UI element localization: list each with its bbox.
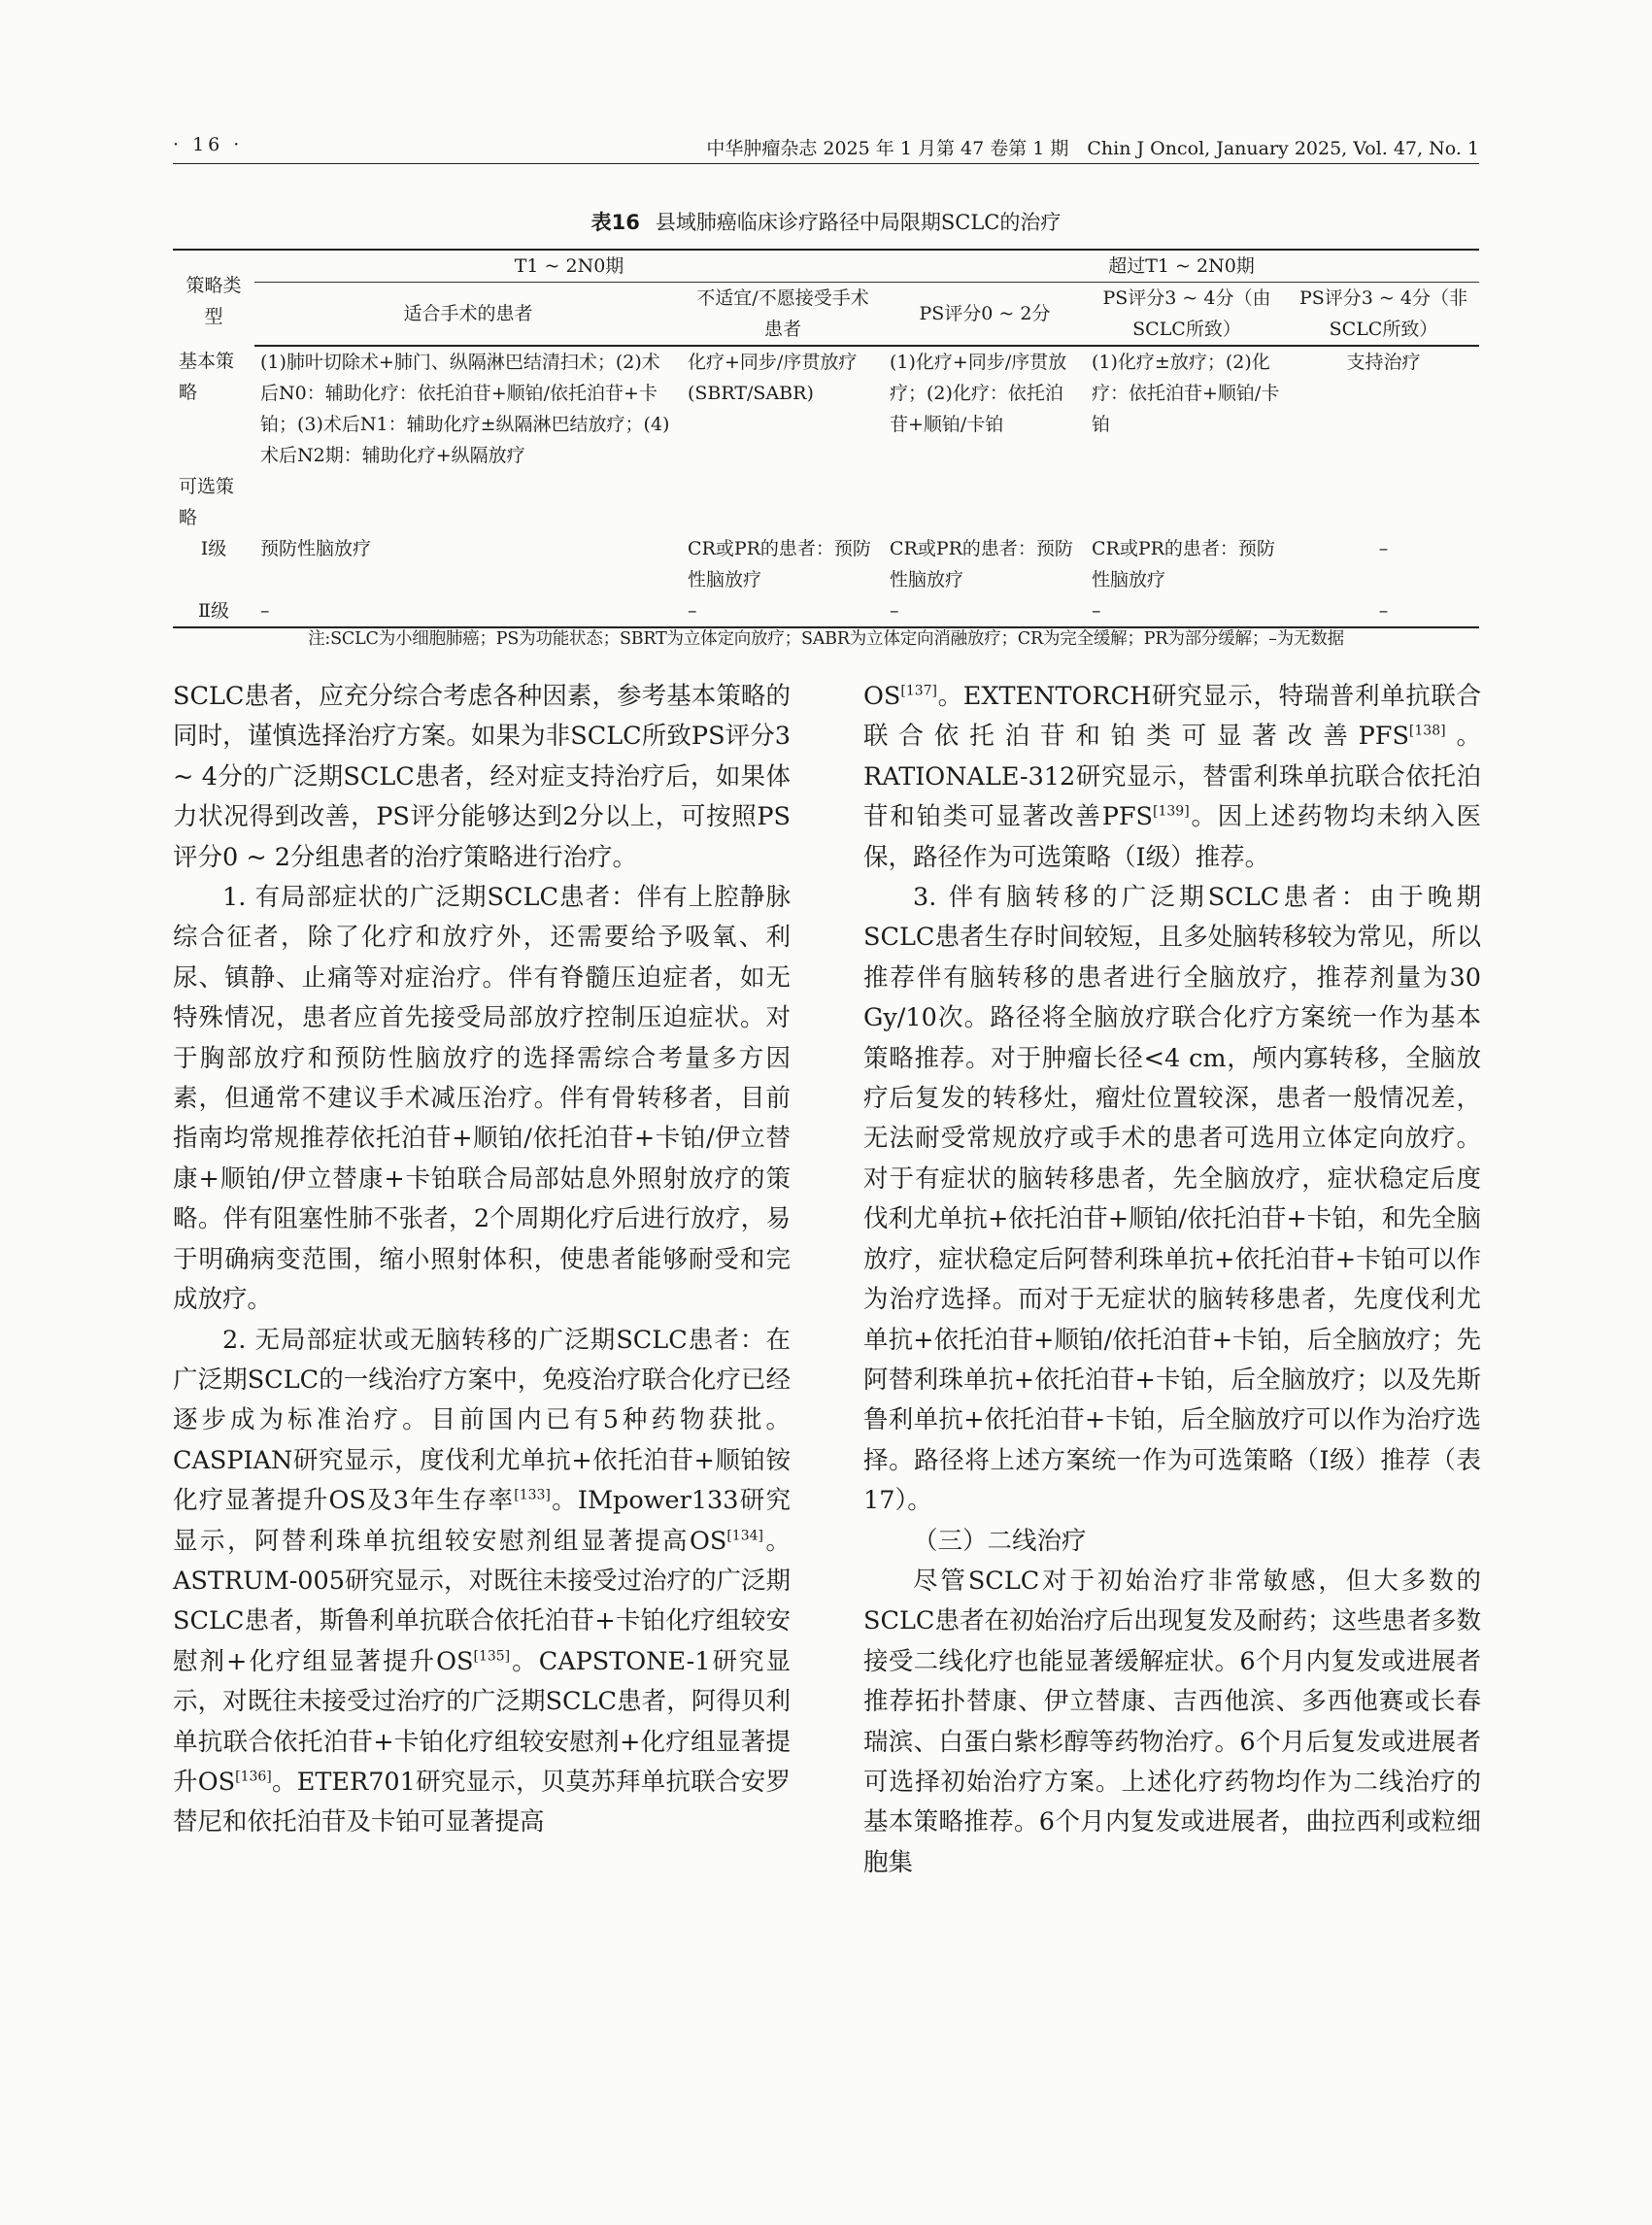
table-note: 注:SCLC为小细胞肺癌；PS为功能状态；SBRT为立体定向放疗；SABR为立体定向消融放疗；CR为完全缓解；PR为部分缓解；–为无数据 (308, 629, 1344, 649)
table-cell: CR或PR的患者：预防性脑放疗 (1092, 538, 1275, 590)
text: 。因上述药物均未纳入医保，路径作为可选策略（Ⅰ级）推荐。 (863, 802, 1481, 872)
citation: [136] (235, 1769, 272, 1785)
table-subheader-row (173, 283, 1479, 347)
citation: [133] (514, 1487, 551, 1503)
text: 。IMpower133研究显示，阿替利珠单抗组较安慰剂组显著提高OS (173, 1486, 791, 1556)
text: 。EXTENTORCH研究显示，特瑞普利单抗联合联合依托泊苷和铂类可显著改善PFS (863, 682, 1481, 752)
row-label: 基本策略 (179, 351, 235, 403)
text: 。RATIONALE-312研究显示，替雷利珠单抗联合依托泊苷和铂类可显著改善PFS (863, 722, 1481, 832)
paragraph: 3. 伴有脑转移的广泛期SCLC患者：由于晚期SCLC患者生存时间较短，且多处脑转移较为常见，所以推荐伴有脑转移的患者进行全脑放疗，推荐剂量为30 Gy/10次。路径将全脑放疗联合化疗方案统一作为基本策略推荐。对于肿瘤长径<4 cm，颅内寡转移，全脑放疗后复发的转移灶，瘤灶位置较深，患者一般情况差，无法耐受常规放疗或手术的患者可选用立体定向放疗。对于有症状的脑转移患者，先全脑放疗，症状稳定后度伐利尤单抗+依托泊苷+顺铂/依托泊苷+卡铂，和先全脑放疗，症状稳定后阿替利珠单抗+依托泊苷+卡铂可以作为治疗选择。而对于无症状的脑转移患者，先度伐利尤单抗+依托泊苷+顺铂/依托泊苷+卡铂，后全脑放疗；先阿替利珠单抗+依托泊苷+卡铂，后全脑放疗；以及先斯鲁利单抗+依托泊苷+卡铂，后全脑放疗可以作为治疗选择。路径将上述方案统一作为可选策略（Ⅰ级）推荐（表17）。 (863, 883, 1481, 1516)
text: 。ASTRUM-005研究显示，对既往未接受过治疗的广泛期SCLC患者，斯鲁利单抗联合依托泊苷+卡铂化疗组较安慰剂+化疗组显著提升OS (173, 1526, 791, 1676)
paragraph: 1. 有局部症状的广泛期SCLC患者：伴有上腔静脉综合征者，除了化疗和放疗外，还需要给予吸氧、利尿、镇静、止痛等对症治疗。伴有脊髓压迫症者，如无特殊情况，患者应首先接受局部放疗控制压迫症状。对于胸部放疗和预防性脑放疗的选择需综合考量多方因素，但通常不建议手术减压治疗。伴有骨转移者，目前指南均常规推荐依托泊苷+顺铂/依托泊苷+卡铂/伊立替康+顺铂/伊立替康+卡铂联合局部姑息外照射放疗的策略。伴有阻塞性肺不张者，2个周期化疗后进行放疗，易于明确病变范围，缩小照射体积，使患者能够耐受和完成放疗。 (173, 883, 791, 1315)
text: OS (863, 682, 901, 711)
text: 。ETER701研究显示，贝莫苏拜单抗联合安罗替尼和依托泊苷及卡铂可显著提高 (173, 1767, 791, 1837)
table-cell: 化疗+同步/序贯放疗(SBRT/SABR) (688, 352, 858, 404)
header-group-beyond: 超过T1 ~ 2N0期 (884, 250, 1479, 283)
citation: [134] (726, 1528, 763, 1544)
paragraph: SCLC患者，应充分综合考虑各种因素，参考基本策略的同时，谨慎选择治疗方案。如果为非SCLC所致PS评分3 ~ 4分的广泛期SCLC患者，经对症支持治疗后，如果体力状况得到改善，PS评分能够达到2分以上，可按照PS评分0 ~ 2分组患者的治疗策略进行治疗。 (173, 682, 791, 872)
table-cell: – (884, 595, 1086, 627)
header-col-surgery: 适合手术的患者 (254, 283, 682, 347)
table-cell: – (1086, 595, 1288, 627)
citation: [139] (1153, 803, 1190, 820)
paragraph (863, 677, 1481, 878)
paragraph (173, 1321, 791, 1843)
table-cell: – (1288, 595, 1479, 627)
table-header-row (173, 250, 1479, 283)
table-cell: – (1378, 538, 1389, 559)
table-label: 表16 (590, 211, 640, 234)
header-strategy-type: 策略类型 (173, 250, 254, 346)
table-cell: (1)肺叶切除术+肺门、纵隔淋巴结清扫术；(2)术后N0：辅助化疗：依托泊苷+顺铂/依托泊苷+卡铂；(3)术后N1：辅助化疗±纵隔淋巴结放疗；(4)术后N2期：辅助化疗+纵隔放疗 (260, 352, 670, 466)
table-cell: – (254, 595, 682, 627)
text: 2. 无局部症状或无脑转移的广泛期SCLC患者：在广泛期SCLC的一线治疗方案中，免疫治疗联合化疗已经逐步成为标准治疗。目前国内已有5种药物获批。CASPIAN研究显示，度伐利尤单抗+依托泊苷+顺铂铵化疗显著提升OS及3年生存率 (173, 1325, 791, 1516)
text: 。CAPSTONE-1研究显示，对既往未接受过治疗的广泛期SCLC患者，阿得贝利单抗联合依托泊苷+卡铂化疗组较安慰剂+化疗组显著提升OS (173, 1646, 791, 1797)
table-cell: 支持治疗 (1346, 352, 1421, 373)
table-cell: (1)化疗+同步/序贯放疗；(2)化疗：依托泊苷+顺铂/卡铂 (890, 352, 1067, 435)
citation: [137] (900, 683, 938, 699)
table-cell: (1)化疗±放疗；(2)化疗：依托泊苷+顺铂/卡铂 (1092, 352, 1280, 435)
header-col-ps34-sclc: PS评分3 ~ 4分（由SCLC所致） (1086, 283, 1288, 347)
citation: [135] (473, 1648, 511, 1665)
table-title (173, 207, 1479, 236)
running-head (173, 130, 1479, 164)
table-cell: CR或PR的患者：预防性脑放疗 (890, 538, 1073, 590)
row-label: Ⅰ级 (200, 538, 227, 559)
header-group-limited: T1 ~ 2N0期 (254, 250, 884, 283)
header-col-nonsurgery: 不适宜/不愿接受手术患者 (682, 283, 884, 347)
treatment-table (173, 249, 1479, 628)
left-column (173, 677, 791, 1843)
header-col-ps02: PS评分0 ~ 2分 (884, 283, 1086, 347)
table-row (173, 346, 1479, 471)
section-heading: （三）二线治疗 (913, 1526, 1087, 1556)
page-number: · 16 · (173, 134, 244, 155)
paragraph: 尽管SCLC对于初始治疗非常敏感，但大多数的SCLC患者在初始治疗后出现复发及耐药；这些患者多数接受二线化疗也能显著缓解症状。6个月内复发或进展者推荐拓扑替康、伊立替康、吉西他滨、多西他赛或长春瑞滨、白蛋白紫杉醇等药物治疗。6个月后复发或进展者可选择初始治疗方案。上述化疗药物均作为二线治疗的基本策略推荐。6个月内复发或进展者，曲拉西利或粒细胞集 (863, 1566, 1481, 1877)
row-label: 可选策略 (179, 476, 235, 528)
table-caption: 县域肺癌临床诊疗路径中局限期SCLC的治疗 (655, 211, 1062, 234)
header-col-ps34-nonsclc: PS评分3 ~ 4分（非SCLC所致） (1288, 283, 1479, 347)
citation: [138] (1408, 723, 1446, 739)
journal-citation: 中华肿瘤杂志 2025 年 1 月第 47 卷第 1 期 Chin J Oncol, January 2025, Vol. 47, No. 1 (706, 138, 1479, 159)
table-cell: 预防性脑放疗 (260, 538, 372, 559)
table-row (173, 533, 1479, 595)
right-column (863, 677, 1481, 1883)
table-cell: – (682, 595, 884, 627)
row-label: Ⅱ级 (173, 595, 254, 627)
table-cell: CR或PR的患者：预防性脑放疗 (688, 538, 871, 590)
table-row (173, 471, 1479, 533)
table-row (173, 595, 1479, 627)
